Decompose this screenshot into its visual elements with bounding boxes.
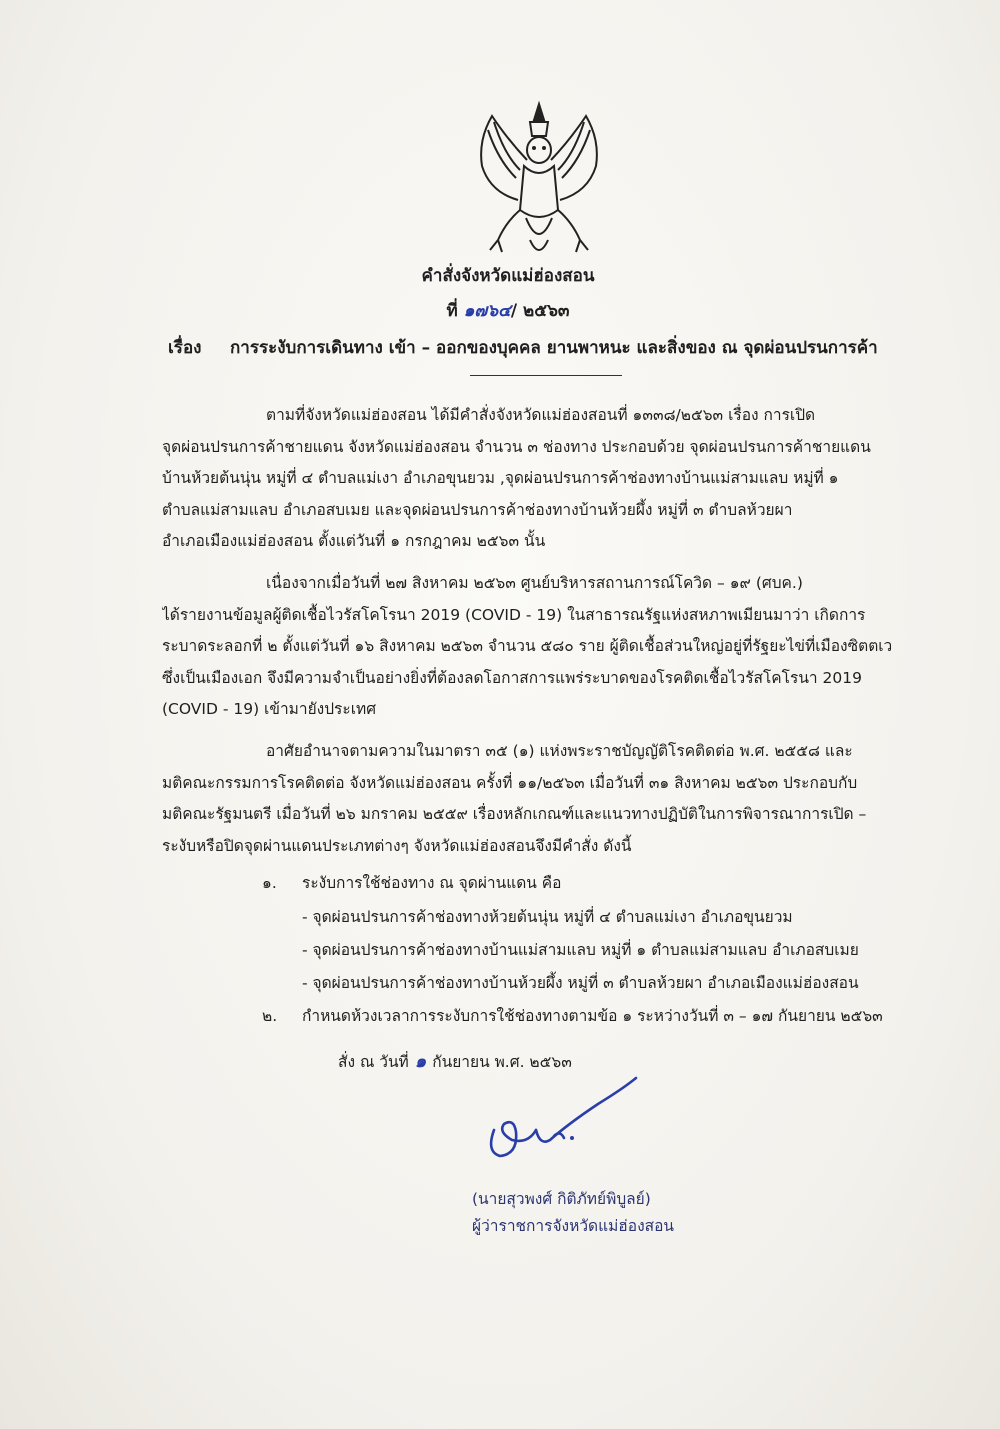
order-number [8, 297, 1000, 324]
paragraph-line: ซึ่งเป็นเมืองเอก จึงมีความจำเป็นอย่างยิ่งที่ต้องลดโอกาสการแพร่ระบาดของโรคติดเชื้อไวรัสโคโรนา 2019 [162, 668, 862, 687]
paragraph-line: ระงับหรือปิดจุดผ่านแดนประเภทต่างๆ จังหวัดแม่ฮ่องสอนจึงมีคำสั่ง ดังนี้ [162, 836, 632, 855]
signing-day-handwritten: ๑ [414, 1051, 427, 1072]
order-subitem: - จุดผ่อนปรนการค้าช่องทางบ้านห้วยผึ้ง หมู่ที่ ๓ ตำบลห้วยผา อำเภอเมืองแม่ฮ่องสอน [302, 974, 859, 992]
signing-suffix: กันยายน พ.ศ. ๒๕๖๓ [432, 1053, 572, 1071]
order-subitem: - จุดผ่อนปรนการค้าช่องทางบ้านแม่สามแลบ หมู่ที่ ๑ ตำบลแม่สามแลบ อำเภอสบเมย [302, 941, 859, 959]
paragraph-1 [162, 400, 937, 558]
order-item-text: ระงับการใช้ช่องทาง ณ จุดผ่านแดน คือ [302, 874, 562, 892]
paragraph-3 [162, 736, 937, 862]
paragraph-line: ตำบลแม่สามแลบ อำเภอสบเมย และจุดผ่อนปรนการค้าช่องทางบ้านห้วยผึ้ง หมู่ที่ ๓ ตำบลห้วยผา [162, 500, 793, 519]
signer-block [472, 1186, 692, 1240]
paragraph-line: บ้านห้วยต้นนุ่น หมู่ที่ ๔ ตำบลแม่เงา อำเภอขุนยวม ,จุดผ่อนปรนการค้าช่องทางบ้านแม่สามแลบ หมู่ที่ ๑ [162, 469, 839, 488]
paragraph-line: เนื่องจากเมื่อวันที่ ๒๗ สิงหาคม ๒๕๖๓ ศูนย์บริหารสถานการณ์โควิด – ๑๙ (ศบค.) [266, 574, 803, 592]
paragraph-line: ระบาดระลอกที่ ๒ ตั้งแต่วันที่ ๑๖ สิงหาคม ๒๕๖๓ จำนวน ๕๘๐ ราย ผู้ติดเชื้อส่วนใหญ่อยู่ที่รัฐยะไข่ที่เมืองซิตตเว [162, 637, 893, 656]
order-number-prefix: ที่ [446, 301, 458, 321]
paragraph-line: (COVID - 19) เข้ามายังประเทศ [162, 700, 377, 719]
order-title: คำสั่งจังหวัดแม่ฮ่องสอน [421, 266, 595, 286]
order-item-text: กำหนดห้วงเวลาการระงับการใช้ช่องทางตามข้อ ๑ ระหว่างวันที่ ๓ – ๑๗ กันยายน ๒๕๖๓ [302, 1007, 883, 1025]
paragraph-2 [162, 568, 937, 726]
signer-name: (นายสุวพงศ์ กิติภัทย์พิบูลย์) [472, 1190, 651, 1208]
title-divider [470, 375, 622, 376]
paragraph-line: จุดผ่อนปรนการค้าชายแดน จังหวัดแม่ฮ่องสอน จำนวน ๓ ช่องทาง ประกอบด้วย จุดผ่อนปรนการค้าชายแดน [162, 437, 871, 456]
order-item-1 [262, 870, 561, 895]
paragraph-line: ตามที่จังหวัดแม่ฮ่องสอน ได้มีคำสั่งจังหวัดแม่ฮ่องสอนที่ ๑๓๓๘/๒๕๖๓ เรื่อง การเปิด [266, 406, 816, 424]
subject-label: เรื่อง [168, 338, 202, 358]
subject-line [168, 334, 878, 361]
paragraph-line: มติคณะรัฐมนตรี เมื่อวันที่ ๒๖ มกราคม ๒๕๕๙ เรื่องหลักเกณฑ์และแนวทางปฏิบัติในการพิจารณาการเปิด – [162, 805, 867, 824]
order-subitem: - จุดผ่อนปรนการค้าช่องทางห้วยต้นนุ่น หมู่ที่ ๔ ตำบลแม่เงา อำเภอขุนยวม [302, 908, 793, 926]
subject-text: การระงับการเดินทาง เข้า – ออกของบุคคล ยานพาหนะ และสิ่งของ ณ จุดผ่อนปรนการค้า [230, 338, 878, 358]
order-item-2 [262, 1003, 883, 1028]
paragraph-line: ได้รายงานข้อมูลผู้ติดเชื้อไวรัสโคโรนา 2019 (COVID - 19) ในสาธารณรัฐแห่งสหภาพเมียนมาว่า เกิดการ [162, 605, 866, 624]
signer-position: ผู้ว่าราชการจังหวัดแม่ฮ่องสอน [472, 1217, 674, 1235]
order-number-suffix: / ๒๕๖๓ [510, 301, 570, 321]
signature-icon [478, 1068, 650, 1164]
paragraph-line: อำเภอเมืองแม่ฮ่องสอน ตั้งแต่วันที่ ๑ กรกฎาคม ๒๕๖๓ นั้น [162, 532, 546, 551]
order-item-number: ๒. [262, 1007, 278, 1025]
order-number-handwritten: ๑๗๖๔ [463, 301, 511, 321]
paragraph-line: อาศัยอำนาจตามความในมาตรา ๓๕ (๑) แห่งพระราชบัญญัติโรคติดต่อ พ.ศ. ๒๕๕๘ และ [266, 742, 853, 760]
garuda-emblem-icon [468, 100, 610, 266]
paragraph-line: มติคณะกรรมการโรคติดต่อ จังหวัดแม่ฮ่องสอน ครั้งที่ ๑๑/๒๕๖๓ เมื่อวันที่ ๓๑ สิงหาคม ๒๕๖๓ ประกอบกับ [162, 773, 858, 792]
order-item-number: ๑. [262, 874, 277, 892]
signing-prefix: สั่ง ณ วันที่ [338, 1053, 409, 1071]
